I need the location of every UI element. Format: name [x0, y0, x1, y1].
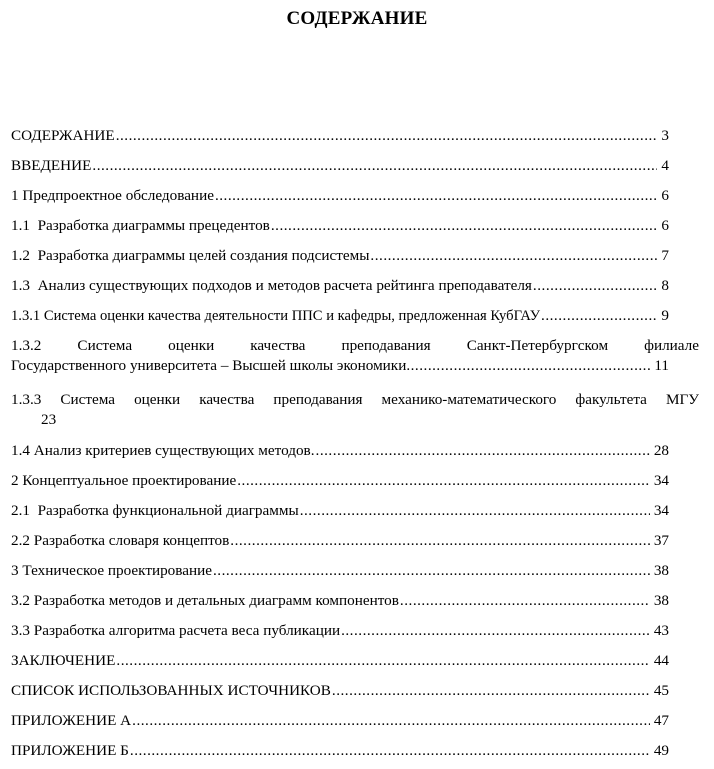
toc-entry-title: СПИСОК ИСПОЛЬЗОВАННЫХ ИСТОЧНИКОВ: [11, 682, 331, 699]
toc-entry-page: 9: [657, 306, 669, 326]
toc-entry-title: 1.4 Анализ критериев существующих методов.: [11, 442, 315, 459]
toc-leader-dots: [316, 441, 669, 461]
toc-entry-title: 1.3.3 Система оценки качества преподавания механико-математического факультета МГУ: [11, 391, 699, 408]
toc-entry-1-3-1[interactable]: [11, 304, 699, 334]
toc-entry-title: СОДЕРЖАНИЕ: [11, 127, 115, 144]
toc-leader-dots: [271, 216, 669, 236]
toc-entry-page: 3: [657, 126, 669, 146]
toc-entry-1-4[interactable]: [11, 439, 699, 469]
toc-entry-page: 34: [650, 471, 669, 491]
toc-entry-page: 38: [650, 591, 669, 611]
toc-entry-title: 3.2 Разработка методов и детальных диаграмм компонентов: [11, 592, 399, 609]
toc-entry-title-continuation: [11, 356, 699, 376]
toc-entry-2-1[interactable]: [11, 499, 699, 529]
toc-entry-3-2[interactable]: [11, 589, 699, 619]
toc-entry-2-2[interactable]: [11, 529, 699, 559]
toc-leader-dots: [230, 531, 669, 551]
toc-leader-dots: [132, 711, 669, 731]
toc-entry-conclusion[interactable]: [11, 649, 699, 679]
toc-entry-introduction[interactable]: [11, 154, 699, 184]
toc-entry-page: 7: [657, 246, 669, 266]
table-of-contents: [11, 124, 699, 769]
toc-entry-contents[interactable]: [11, 124, 699, 154]
toc-entry-title: ЗАКЛЮЧЕНИЕ: [11, 652, 116, 669]
toc-leader-dots: [92, 156, 669, 176]
toc-entry-references[interactable]: [11, 679, 699, 709]
toc-leader-dots: [533, 276, 669, 296]
toc-entry-page: 49: [650, 741, 669, 761]
toc-leader-dots: [130, 741, 669, 761]
toc-entry-2[interactable]: [11, 469, 699, 499]
toc-entry-title: 2 Концептуальное проектирование: [11, 472, 237, 489]
toc-leader-dots: [341, 621, 669, 641]
toc-entry-title-line2: Государственного университета – Высшей школы экономики: [11, 357, 407, 374]
toc-entry-title: ПРИЛОЖЕНИЕ А: [11, 712, 132, 729]
toc-entry-page: 44: [650, 651, 669, 671]
toc-entry-title: 1 Предпроектное обследование: [11, 187, 214, 204]
toc-entry-title: 1.3.2 Система оценки качества преподавания Санкт-Петербургском филиале: [11, 337, 699, 354]
toc-entry-page: 11: [650, 356, 669, 376]
toc-entry-title: 2.1 Разработка функциональной диаграммы: [11, 502, 299, 519]
toc-entry-title: ПРИЛОЖЕНИЕ Б: [11, 742, 129, 759]
toc-leader-dots: [213, 561, 669, 581]
toc-leader-dots: [215, 186, 669, 206]
toc-entry-title: 1.3.1 Система оценки качества деятельности ППС и кафедры, предложенная КубГАУ: [11, 308, 541, 324]
toc-entry-page: 43: [650, 621, 669, 641]
toc-entry-1-1[interactable]: [11, 214, 699, 244]
toc-leader-dots: [300, 501, 669, 521]
toc-leader-dots: [116, 126, 669, 146]
toc-entry-page: 23: [41, 411, 57, 428]
toc-entry-page: 6: [657, 186, 669, 206]
toc-entry-1-3-2[interactable]: [11, 334, 699, 388]
toc-entry-title: 3 Техническое проектирование: [11, 562, 212, 579]
page-title: СОДЕРЖАНИЕ: [286, 8, 428, 29]
toc-entry-page: 34: [650, 501, 669, 521]
toc-entry-3-3[interactable]: [11, 619, 699, 649]
toc-entry-title: 1.2 Разработка диаграммы целей создания подсистемы: [11, 247, 370, 264]
toc-entry-title: 2.2 Разработка словаря концептов: [11, 532, 230, 549]
toc-entry-1[interactable]: [11, 184, 699, 214]
toc-leader-dots: [400, 591, 669, 611]
toc-entry-page: 47: [650, 711, 669, 731]
toc-entry-page: 37: [650, 531, 669, 551]
toc-entry-title: 3.3 Разработка алгоритма расчета веса публикации: [11, 622, 341, 639]
toc-leader-dots: [332, 681, 669, 701]
toc-entry-page: 4: [657, 156, 669, 176]
toc-entry-page: 28: [650, 441, 669, 461]
toc-leader-dots: [370, 246, 669, 266]
toc-entry-title: 1.3 Анализ существующих подходов и методов расчета рейтинга преподавателя: [11, 277, 532, 294]
toc-entry-appendix-a[interactable]: [11, 709, 699, 739]
toc-entry-1-2[interactable]: [11, 244, 699, 274]
toc-entry-title: ВВЕДЕНИЕ: [11, 157, 92, 174]
toc-entry-page: 6: [657, 216, 669, 236]
toc-leader-dots: [541, 306, 669, 326]
toc-leader-dots: [237, 471, 669, 491]
toc-entry-3[interactable]: [11, 559, 699, 589]
toc-entry-page: 38: [650, 561, 669, 581]
toc-entry-page: 8: [657, 276, 669, 296]
toc-entry-1-3-3[interactable]: [11, 388, 699, 439]
toc-leader-dots: [406, 356, 669, 376]
toc-entry-page: 45: [650, 681, 669, 701]
toc-entry-1-3[interactable]: [11, 274, 699, 304]
toc-leader-dots: [116, 651, 669, 671]
toc-entry-title: 1.1 Разработка диаграммы прецедентов: [11, 217, 270, 234]
